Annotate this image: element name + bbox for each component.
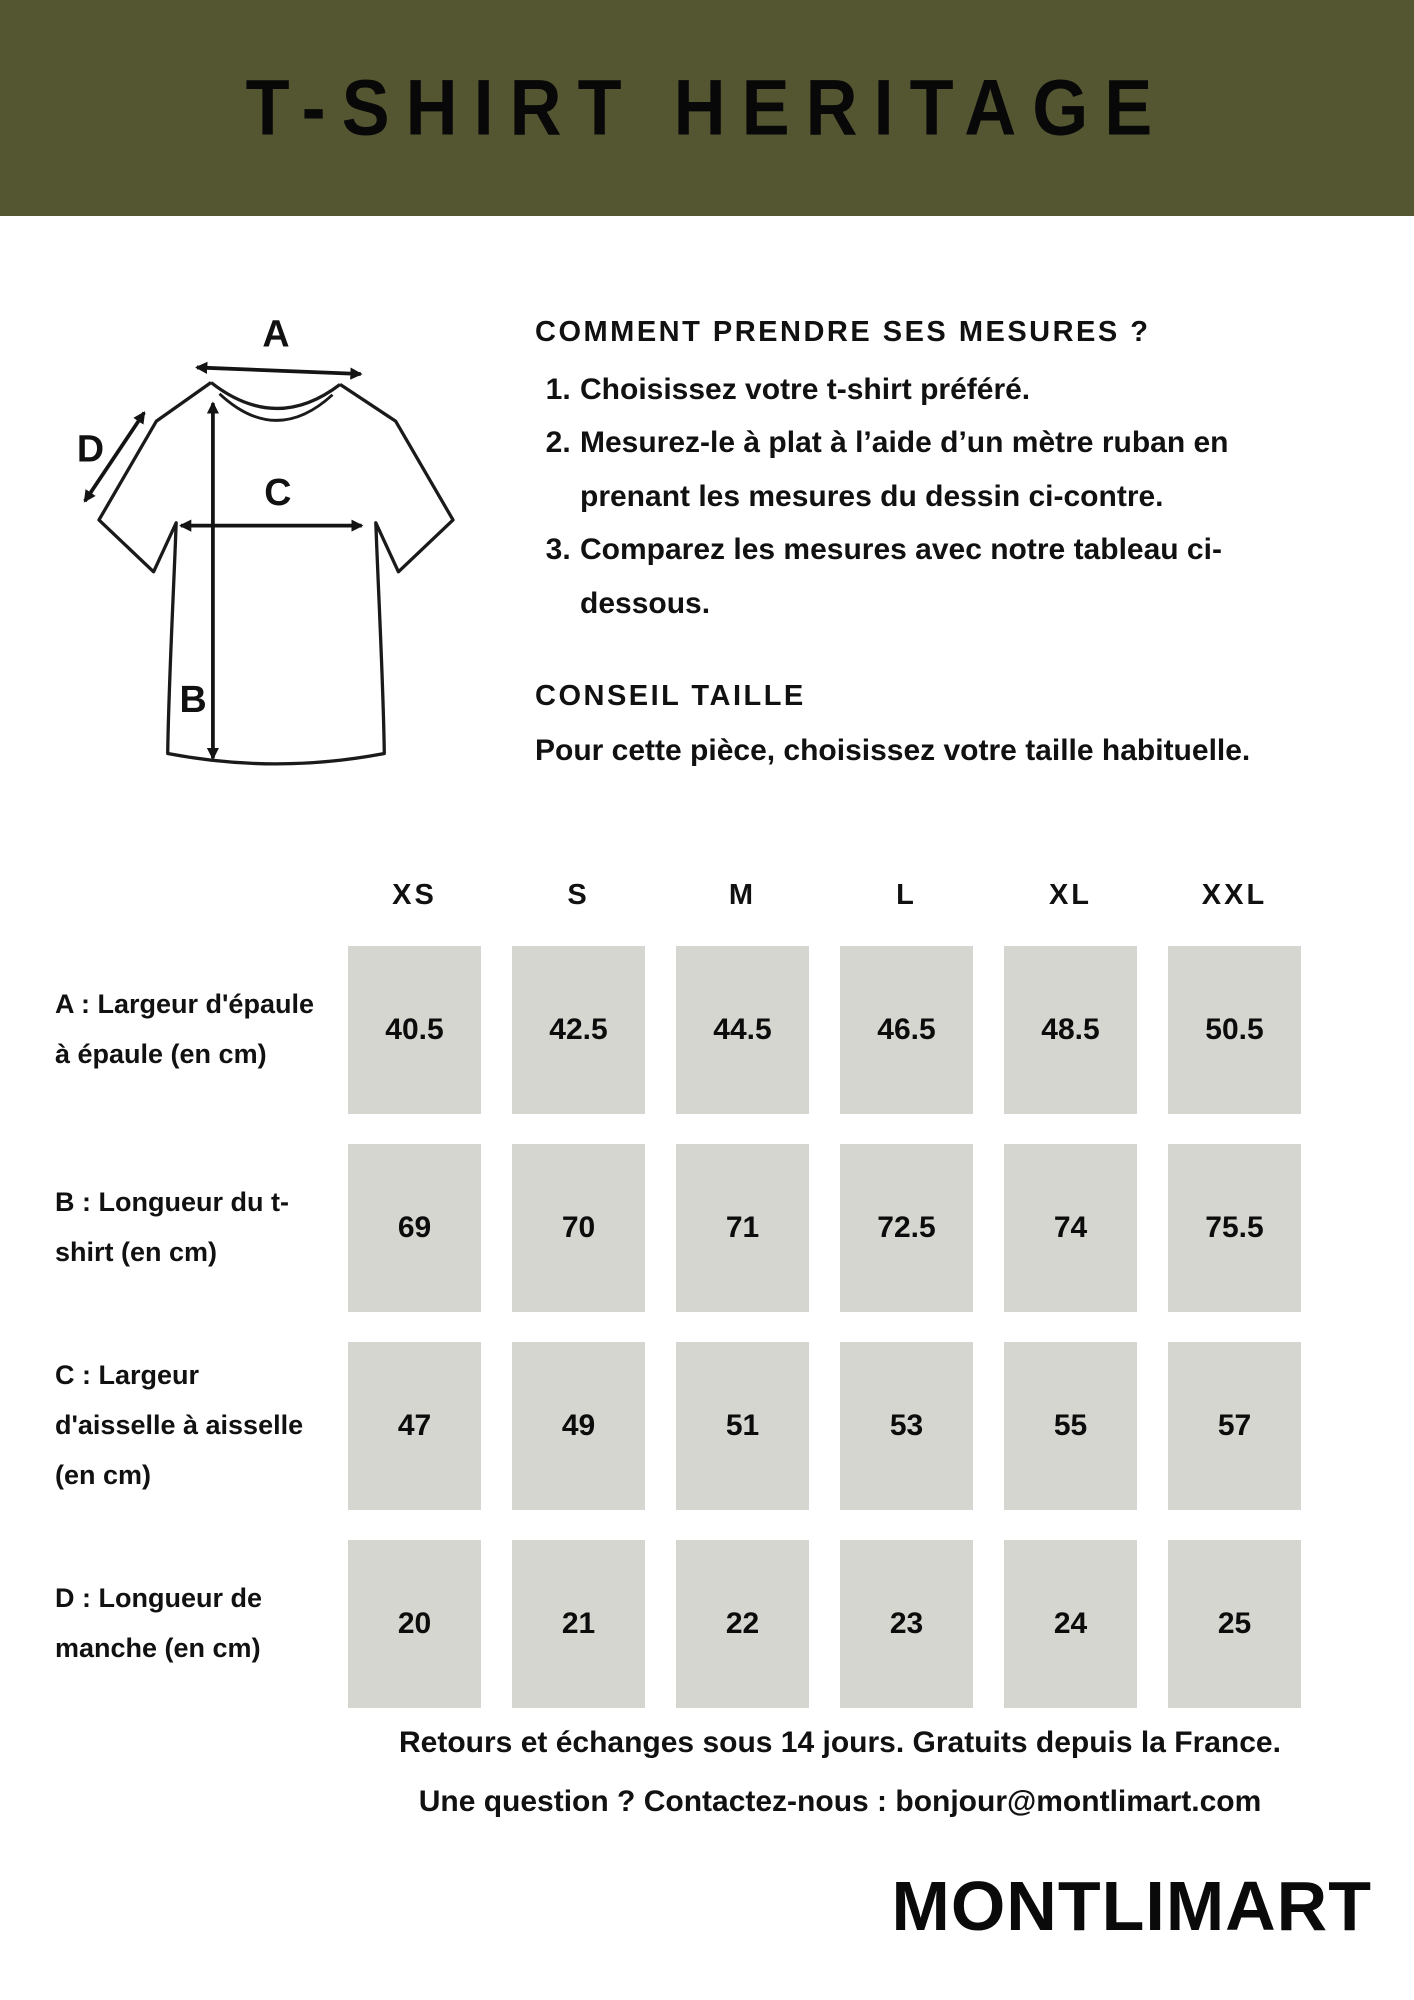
- size-cell-c-m: 51: [676, 1342, 809, 1510]
- diagram-label-c: C: [264, 470, 292, 513]
- row-label-c: C : Largeur d'aisselle à aisselle (en cm): [55, 1360, 304, 1490]
- size-cell-b-l: 72.5: [840, 1144, 973, 1312]
- arrow-a-shoulder-width: [197, 367, 361, 374]
- size-cell-b-xxl: 75.5: [1168, 1144, 1301, 1312]
- size-cell-c-l: 53: [840, 1342, 973, 1510]
- size-cell-a-xs: 40.5: [348, 946, 481, 1114]
- row-label-b: B : Longueur du t-shirt (en cm): [55, 1187, 289, 1267]
- size-cell-d-xs: 20: [348, 1540, 481, 1708]
- brand-logo: MONTLIMART: [891, 1867, 1372, 1945]
- size-cell-c-xxl: 57: [1168, 1342, 1301, 1510]
- size-cell-a-m: 44.5: [676, 946, 809, 1114]
- size-column-header-xxl: XXL: [1201, 878, 1268, 911]
- size-column-header-s: S: [567, 878, 590, 911]
- row-label-d: D : Longueur de manche (en cm): [55, 1583, 262, 1663]
- size-cell-d-xxl: 25: [1168, 1540, 1301, 1708]
- size-cell-b-m: 71: [676, 1144, 809, 1312]
- diagram-label-a: A: [262, 312, 290, 355]
- size-cell-a-l: 46.5: [840, 946, 973, 1114]
- step-item-1: 1. Choisissez votre t-shirt préféré.: [579, 363, 1313, 416]
- step-item-2: 2. Mesurez-le à plat à l’aide d’un mètre ruban en prenant les mesures du dessin ci-contre.: [579, 416, 1313, 523]
- size-cell-c-s: 49: [512, 1342, 645, 1510]
- size-advice-text: Pour cette pièce, choisissez votre taille habituelle.: [535, 733, 1251, 767]
- size-cell-c-xl: 55: [1004, 1342, 1137, 1510]
- tshirt-outline: [99, 383, 453, 764]
- size-cell-d-xl: 24: [1004, 1540, 1137, 1708]
- size-cell-d-s: 21: [512, 1540, 645, 1708]
- size-cell-a-s: 42.5: [512, 946, 645, 1114]
- returns-note: Retours et échanges sous 14 jours. Gratuits depuis la France.: [399, 1726, 1281, 1759]
- instructions-heading: COMMENT PRENDRE SES MESURES ?: [535, 316, 1151, 348]
- size-advice-heading: CONSEIL TAILLE: [535, 679, 806, 712]
- diagram-label-b: B: [179, 678, 207, 721]
- size-cell-a-xxl: 50.5: [1168, 946, 1301, 1114]
- instructions-steps: [535, 363, 1313, 630]
- size-cell-d-m: 22: [676, 1540, 809, 1708]
- size-cell-b-xl: 74: [1004, 1144, 1137, 1312]
- size-column-header-l: L: [896, 878, 917, 911]
- page-title: T-SHIRT HERITAGE: [245, 63, 1169, 152]
- contact-note: Une question ? Contactez-nous : bonjour@montlimart.com: [418, 1785, 1262, 1818]
- size-cell-b-xs: 69: [348, 1144, 481, 1312]
- size-column-header-m: M: [728, 878, 757, 911]
- size-table: [55, 874, 1301, 1708]
- header-banner: [0, 0, 1414, 216]
- size-cell-c-xs: 47: [348, 1342, 481, 1510]
- size-cell-d-l: 23: [840, 1540, 973, 1708]
- size-column-header-xs: XS: [392, 878, 437, 911]
- row-label-a: A : Largeur d'épaule à épaule (en cm): [55, 989, 314, 1069]
- size-column-header-xl: XL: [1048, 878, 1093, 911]
- size-cell-b-s: 70: [512, 1144, 645, 1312]
- step-item-3: 3. Comparez les mesures avec notre tableau ci-dessous.: [579, 523, 1313, 630]
- footer: [300, 1726, 1380, 1844]
- table-corner-spacer: [55, 874, 317, 916]
- measure-instructions-section: [535, 316, 1313, 776]
- diagram-label-d: D: [76, 427, 105, 470]
- size-cell-a-xl: 48.5: [1004, 946, 1137, 1114]
- tshirt-measurement-diagram: [50, 286, 502, 818]
- measurement-arrows: [85, 367, 362, 758]
